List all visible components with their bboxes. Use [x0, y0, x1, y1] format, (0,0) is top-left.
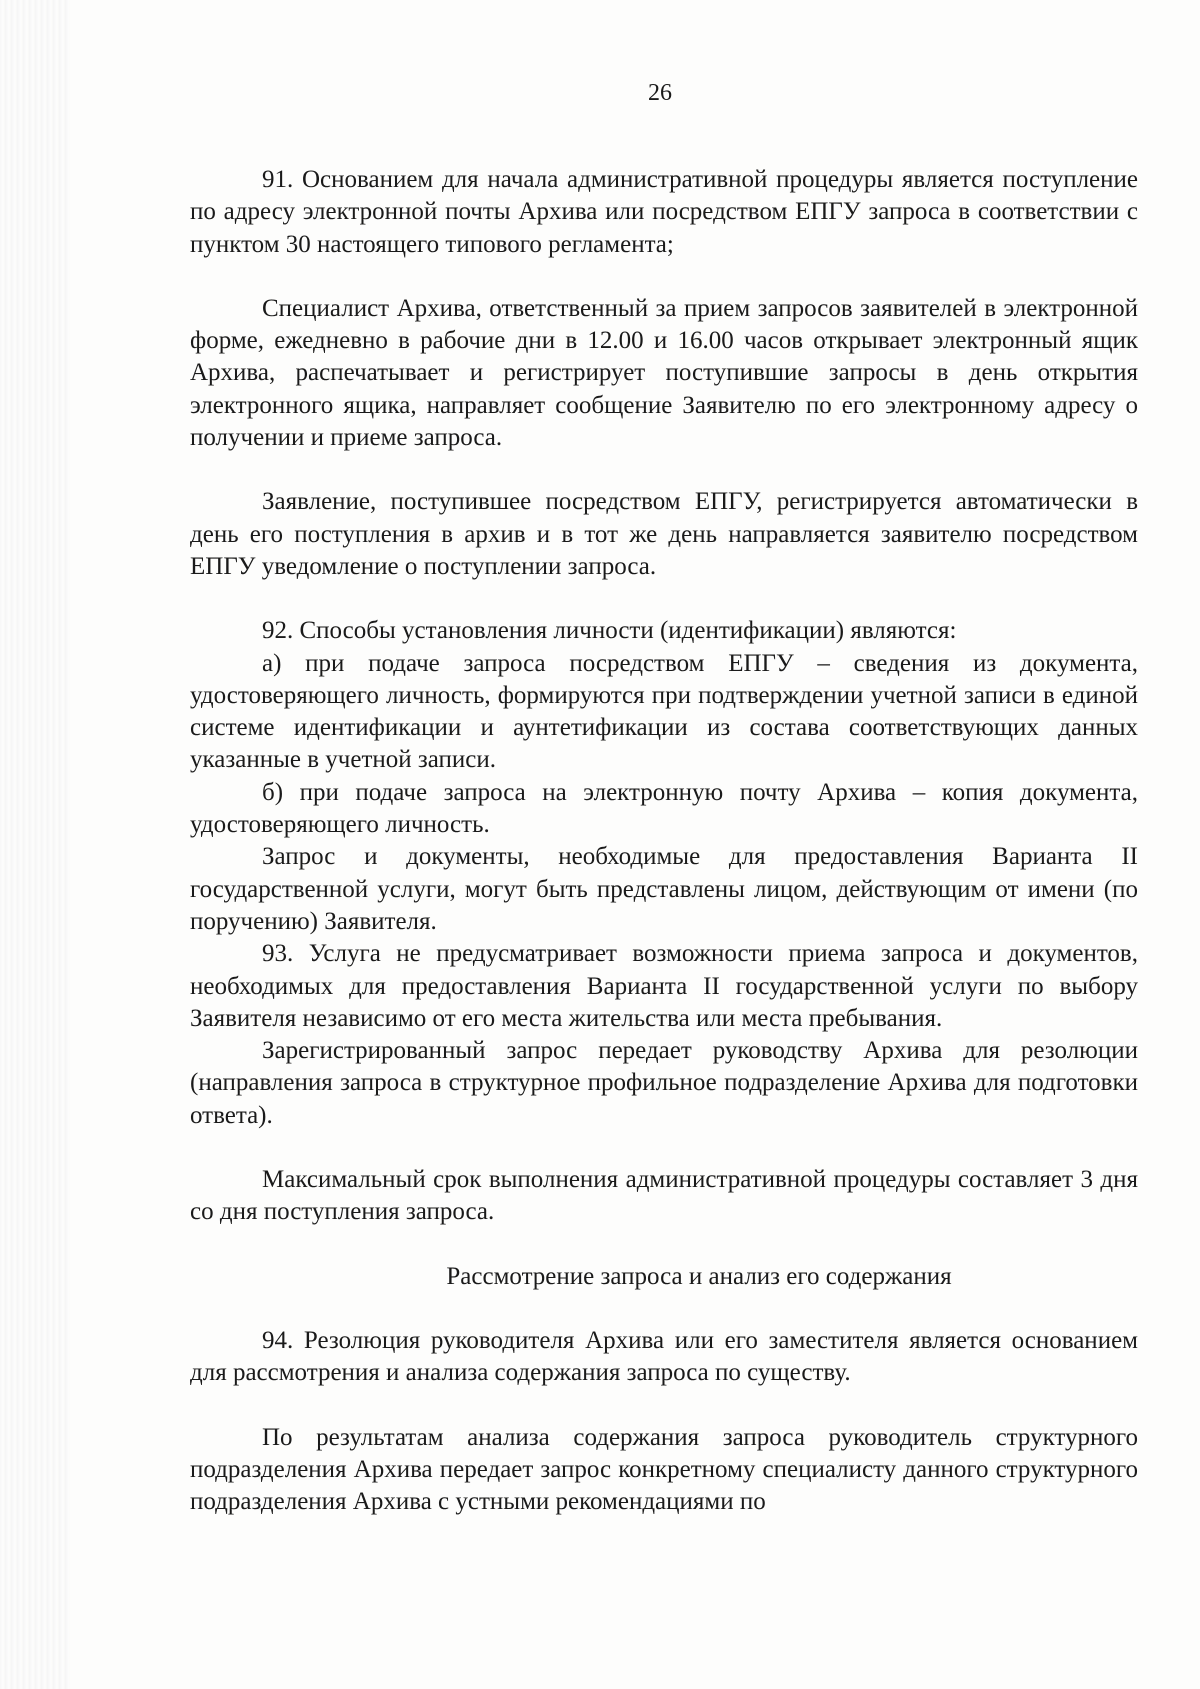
paragraph-representative: Запрос и документы, необходимые для предоставления Варианта II государственной услуги, могут быть представлены лицом, действующим от имени (по поручению) Заявителя.	[190, 843, 1138, 935]
page-number: 26	[648, 80, 672, 106]
document-body	[190, 164, 1138, 1518]
paragraph-epgu-registration: Заявление, поступившее посредством ЕПГУ, регистрируется автоматически в день его поступления в архив и в тот же день направляется заявителю посредством ЕПГУ уведомление о поступлении запроса.	[190, 488, 1138, 580]
paragraph-92: 92. Способы установления личности (идентификации) являются:	[262, 617, 957, 645]
paragraph-92-b: б) при подаче запроса на электронную почту Архива – копия документа, удостоверяющего личность.	[190, 778, 1138, 839]
paragraph-specialist: Специалист Архива, ответственный за прием запросов заявителей в электронной форме, ежедневно в рабочие дни в 12.00 и 16.00 часов открывает электронный ящик Архива, распечатывает и регистрирует поступившие запросы в день открытия электронного ящика, направляет сообщение Заявителю по его электронному адресу о получении и приеме запроса.	[190, 294, 1138, 452]
paragraph-93: 93. Услуга не предусматривает возможности приема запроса и документов, необходимых для предоставления Варианта II государственной услуги по выбору Заявителя независимо от его места жительства или места пребывания.	[190, 940, 1138, 1032]
paragraph-91: 91. Основанием для начала административной процедуры является поступление по адресу электронной почты Архива или посредством ЕПГУ запроса в соответствии с пунктом 30 настоящего типового регламента;	[190, 166, 1138, 258]
paragraph-registered-request: Зарегистрированный запрос передает руководству Архива для резолюции (направления запроса в структурное профильное подразделение Архива для подготовки ответа).	[190, 1037, 1138, 1129]
paragraph-92-a: а) при подаче запроса посредством ЕПГУ – сведения из документа, удостоверяющего личность, формируются при подтверждении учетной записи в единой системе идентификации и аунтетификации из состава соответствующих данных указанные в учетной записи.	[190, 649, 1138, 774]
paragraph-94: 94. Резолюция руководителя Архива или его заместителя является основанием для рассмотрения и анализа содержания запроса по существу.	[190, 1326, 1138, 1387]
section-heading: Рассмотрение запроса и анализ его содержания	[446, 1262, 952, 1290]
paragraph-max-term: Максимальный срок выполнения административной процедуры составляет 3 дня со дня поступления запроса.	[190, 1166, 1138, 1226]
paragraph-analysis-results: По результатам анализа содержания запроса руководитель структурного подразделения Архива передает запрос конкретному специалисту данного структурного подразделения Архива с устными рекомендациями по	[190, 1423, 1138, 1516]
scan-edge-artifact	[0, 0, 70, 1689]
